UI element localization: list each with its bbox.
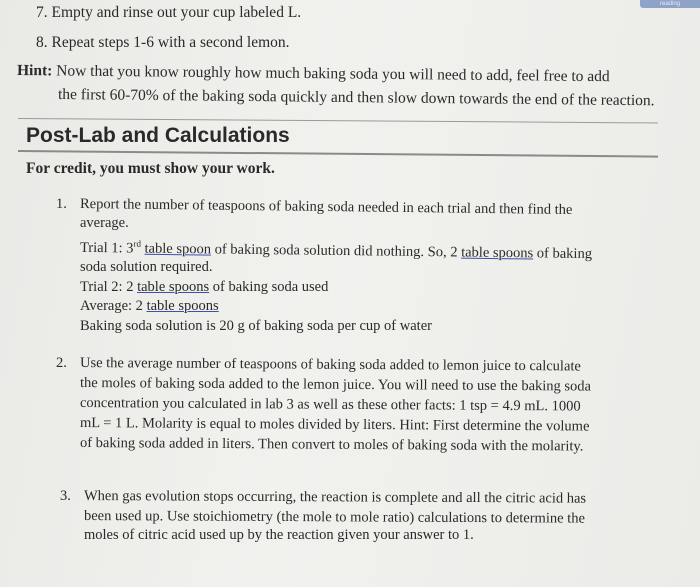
corner-tab-label: reading: [659, 1, 680, 7]
q1-trial2-u: table spoons: [137, 279, 210, 295]
q3-line-3: moles of citric acid used up by the reaction given your answer to 1.: [84, 527, 474, 543]
section-divider: [18, 150, 658, 158]
hint-line-2: the first 60-70% of the baking soda quickly and then slow down towards the end of the reaction.: [57, 86, 655, 110]
q1-trial1-a: Trial 1: 3: [79, 239, 134, 257]
q1-trial1-u2: table spoons: [461, 244, 534, 262]
q2-number: 2.: [56, 355, 67, 371]
q1-trial2-b: of baking soda used: [209, 279, 329, 295]
q1-line-1: Report the number of teaspoons of baking soda needed in each trial and then find the: [79, 196, 573, 219]
q3-line-1: When gas evolution stops occurring, the reaction is complete and all the citric acid has: [83, 488, 587, 507]
q1-line-7: Baking soda solution is 20 g of baking soda per cup of water: [80, 318, 432, 334]
q2-line-1: Use the average number of teaspoons of baking soda added to lemon juice to calculate: [79, 355, 581, 375]
q2-line-2: the moles of baking soda added to the lemon juice. You will need to use the baking soda: [79, 375, 592, 395]
q2-line-3: concentration you calculated in lab 3 as well as these other facts: 1 tsp = 4.9 mL. 1000: [79, 395, 581, 415]
q1-average: [80, 298, 219, 315]
q1-number: 1.: [56, 196, 67, 212]
hint-text-1: Now that you know roughly how much baking soda you will need to add, feel free to add: [52, 62, 610, 86]
hint-label: Hint:: [16, 62, 53, 80]
q1-trial1-b: of baking soda solution did nothing. So, 2: [210, 241, 462, 261]
q1-line-2: average.: [80, 215, 129, 231]
q1-avg-u: table spoons: [146, 298, 219, 314]
step-8: 8. Repeat steps 1-6 with a second lemon.: [36, 34, 290, 51]
q1-line-4: soda solution required.: [80, 259, 213, 275]
section-title: Post-Lab and Calculations: [26, 124, 290, 147]
q1-avg-a: Average: 2: [80, 298, 147, 314]
q3-line-2: been used up. Use stoichiometry (the mole to mole ratio) calculations to determine the: [83, 508, 585, 527]
q1-trial2-a: Trial 2: 2: [80, 279, 138, 295]
step-7: 7. Empty and rinse out your cup labeled L.: [36, 4, 302, 21]
corner-tab: [640, 0, 700, 8]
q1-trial1-sup: rd: [133, 238, 142, 249]
q1-trial1-u1: table spoon: [144, 240, 212, 258]
q2-line-4: mL = 1 L. Molarity is equal to moles divided by liters. Hint: First determine the volume: [79, 415, 590, 435]
hint-line-1: [17, 62, 610, 86]
q1-trial1-c: of baking: [533, 245, 593, 263]
q2-line-5: of baking soda added in liters. Then convert to moles of baking soda with the molarity.: [79, 435, 584, 455]
top-divider: [18, 118, 658, 123]
section-subtitle: For credit, you must show your work.: [26, 160, 275, 177]
q1-trial-2: [80, 279, 328, 296]
q3-number: 3.: [60, 488, 71, 504]
